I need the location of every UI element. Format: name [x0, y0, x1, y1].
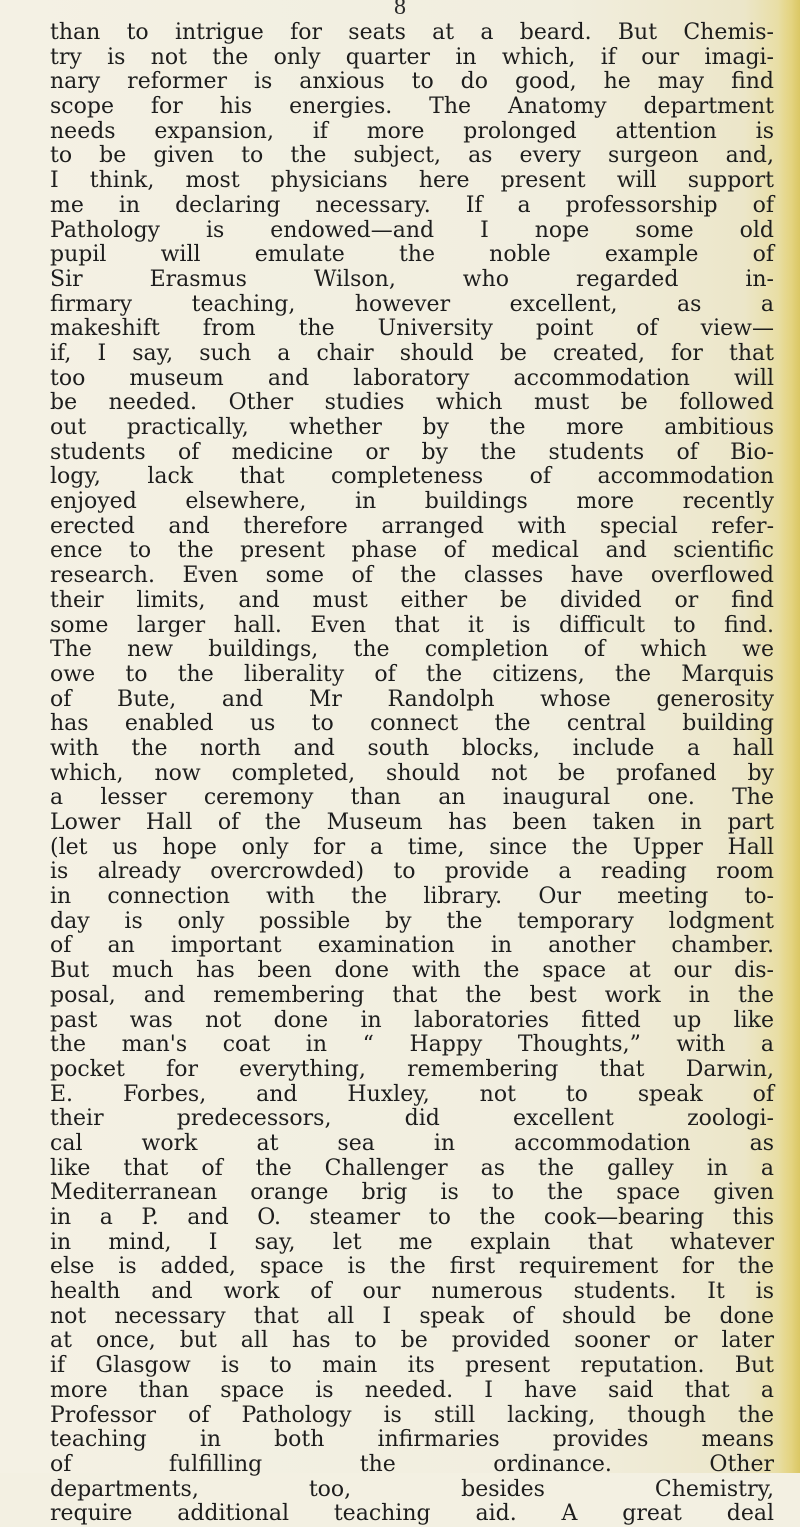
text-line: health and work of our numerous students. It is: [50, 1279, 774, 1305]
text-line: their predecessors, did excellent zoologi-: [50, 1106, 774, 1132]
text-line: in mind, I say, let me explain that whatever: [50, 1229, 774, 1255]
text-line: in connection with the library. Our meeting to-: [50, 884, 774, 910]
text-line: some larger hall. Even that it is difficult to find.: [50, 612, 774, 638]
text-line: more than space is needed. I have said that a: [50, 1377, 774, 1403]
text-line: research. Even some of the classes have overflowed: [50, 563, 774, 589]
text-line: nary reformer is anxious to do good, he may find: [50, 69, 774, 95]
text-line: like that of the Challenger as the galley in a: [50, 1155, 774, 1181]
text-line: day is only possible by the temporary lodgment: [50, 908, 774, 934]
text-line: ence to the present phase of medical and scientific: [50, 538, 774, 564]
text-line: which, now completed, should not be profaned by: [50, 760, 774, 786]
text-line: pupil will emulate the noble example of: [50, 242, 774, 268]
page-number: 8: [394, 0, 406, 20]
text-line: a lesser ceremony than an inaugural one. The: [50, 785, 774, 811]
text-line: makeshift from the University point of view—: [50, 316, 774, 342]
text-line: cal work at sea in accommodation as: [50, 1130, 774, 1156]
text-column: [50, 21, 774, 1527]
text-line: require additional teaching aid. A great deal: [50, 1501, 774, 1527]
text-line: erected and therefore arranged with special refer-: [50, 513, 774, 539]
text-line: if Glasgow is to main its present reputation. But: [50, 1353, 774, 1379]
text-line: too museum and laboratory accommodation will: [50, 365, 774, 391]
text-line: (let us hope only for a time, since the Upper Hall: [50, 834, 774, 860]
text-line: pocket for everything, remembering that Darwin,: [50, 1056, 774, 1082]
text-line: with the north and south blocks, include a hall: [50, 735, 774, 761]
text-line: enjoyed elsewhere, in buildings more recently: [50, 489, 774, 515]
text-line: teaching in both infirmaries provides means: [50, 1427, 774, 1453]
text-line: I think, most physicians here present will support: [50, 168, 774, 194]
text-line: E. Forbes, and Huxley, not to speak of: [50, 1081, 774, 1107]
text-line: The new buildings, the completion of which we: [50, 637, 774, 663]
text-line: is already overcrowded) to provide a reading room: [50, 859, 774, 885]
text-line: scope for his energies. The Anatomy department: [50, 94, 774, 120]
text-line: owe to the liberality of the citizens, the Marquis: [50, 661, 774, 687]
text-line: in a P. and O. steamer to the cook—bearing this: [50, 1205, 774, 1230]
text-line: needs expansion, if more prolonged attention is: [50, 118, 774, 144]
text-line: not necessary that all I speak of should be done: [50, 1303, 774, 1329]
text-line: the man's coat in “ Happy Thoughts,” with a: [50, 1032, 774, 1058]
text-line: else is added, space is the first requirement for the: [50, 1254, 774, 1280]
text-line: if, I say, such a chair should be created, for that: [50, 340, 774, 366]
page-edge-discoloration: [778, 0, 800, 1473]
text-line: Sir Erasmus Wilson, who regarded in-: [50, 266, 774, 292]
text-line: their limits, and must either be divided or find: [50, 587, 774, 613]
text-line: posal, and remembering that the best work in the: [50, 982, 774, 1008]
text-line: logy, lack that completeness of accommodation: [50, 464, 774, 490]
text-line: at once, but all has to be provided sooner or later: [50, 1328, 774, 1354]
text-line: students of medicine or by the students of Bio-: [50, 439, 774, 465]
text-line: out practically, whether by the more ambitious: [50, 415, 774, 440]
text-line: of an important examination in another chamber.: [50, 933, 774, 959]
text-line: departments, too, besides Chemistry,: [50, 1476, 774, 1502]
text-line: Lower Hall of the Museum has been taken in part: [50, 810, 774, 835]
text-line: try is not the only quarter in which, if our imagi-: [50, 44, 774, 70]
text-line: than to intrigue for seats at a beard. But Chemis-: [50, 20, 774, 45]
text-line: to be given to the subject, as every surgeon and,: [50, 143, 774, 169]
text-line: But much has been done with the space at our dis-: [50, 958, 774, 984]
text-line: Professor of Pathology is still lacking, though the: [50, 1402, 774, 1428]
text-line: of Bute, and Mr Randolph whose generosity: [50, 686, 774, 712]
text-line: of fulfilling the ordinance. Other: [50, 1451, 774, 1477]
text-line: past was not done in laboratories fitted up like: [50, 1007, 774, 1033]
text-line: firmary teaching, however excellent, as a: [50, 291, 774, 317]
text-line: Pathology is endowed—and I nope some old: [50, 217, 774, 243]
text-line: me in declaring necessary. If a professorship of: [50, 192, 774, 218]
text-line: has enabled us to connect the central building: [50, 711, 774, 737]
text-line: be needed. Other studies which must be followed: [50, 390, 774, 416]
text-line: Mediterranean orange brig is to the space given: [50, 1180, 774, 1206]
